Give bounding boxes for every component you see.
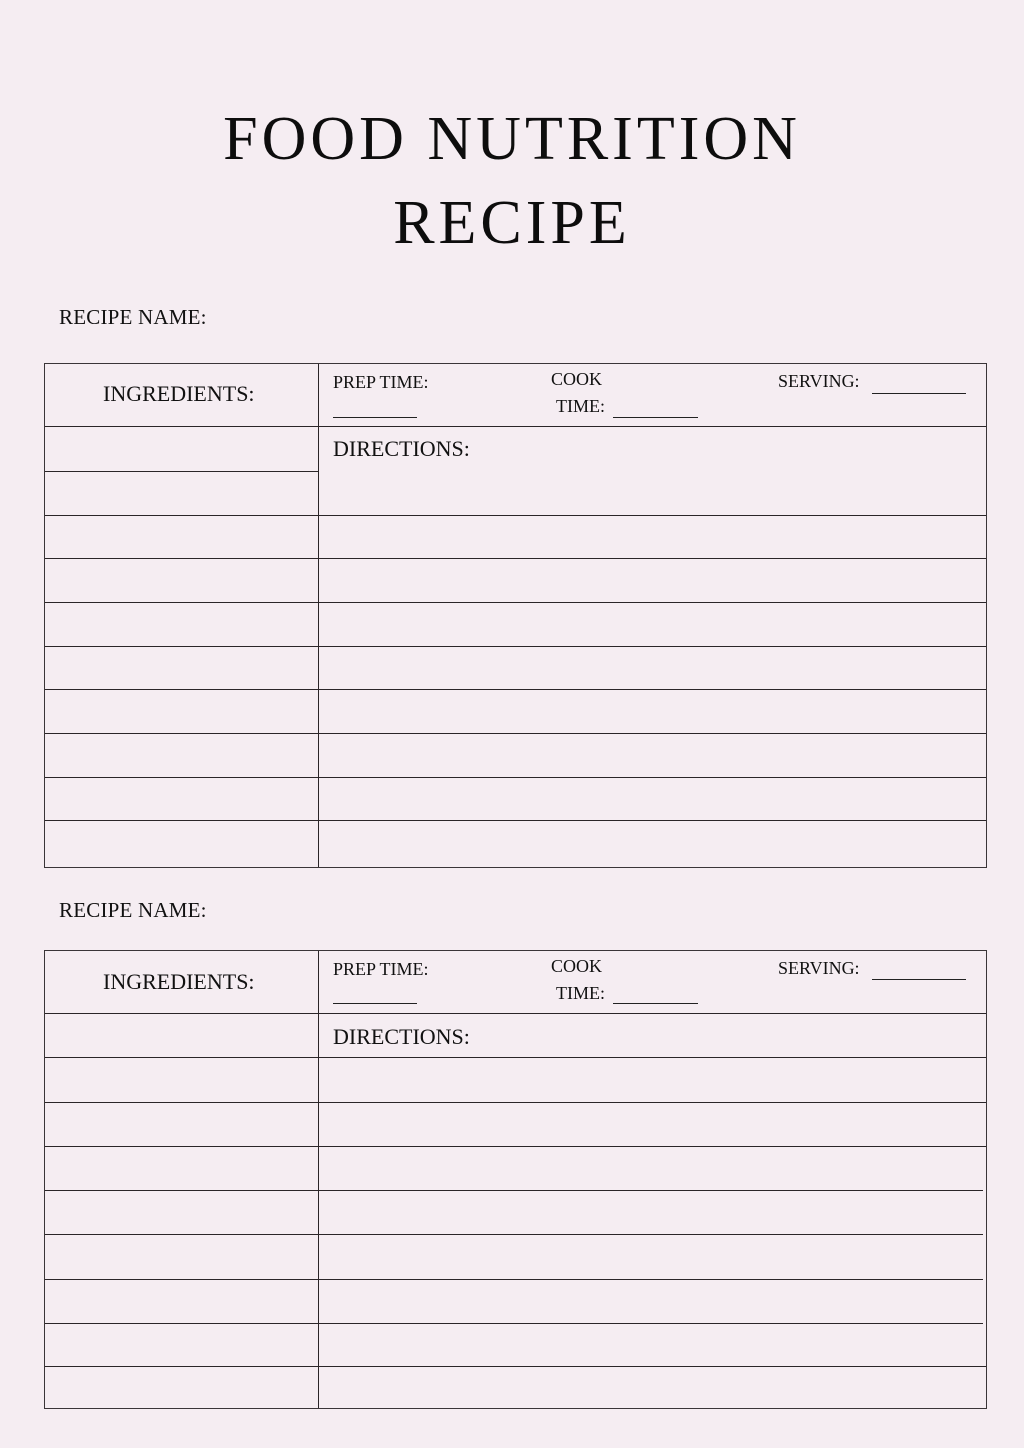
ingredient-cell[interactable] xyxy=(45,1103,318,1146)
direction-cell[interactable] xyxy=(320,647,986,689)
direction-cell[interactable] xyxy=(320,778,986,820)
ingredient-cell[interactable] xyxy=(45,1191,318,1234)
ingredient-cell[interactable] xyxy=(45,647,318,689)
recipe-card-2 xyxy=(44,950,987,1409)
column-divider xyxy=(318,951,319,1408)
direction-cell[interactable] xyxy=(320,516,986,558)
cook-time-field[interactable] xyxy=(613,1003,698,1004)
direction-cell[interactable] xyxy=(320,1191,986,1234)
direction-cell[interactable] xyxy=(320,690,986,733)
ingredient-cell[interactable] xyxy=(45,1147,318,1190)
directions-label: DIRECTIONS: xyxy=(333,436,470,461)
prep-time-label: PREP TIME: xyxy=(333,372,429,392)
ingredient-cell[interactable] xyxy=(45,516,318,558)
direction-cell[interactable] xyxy=(320,1103,986,1146)
ingredients-label: INGREDIENTS: xyxy=(103,969,255,994)
prep-time-label: PREP TIME: xyxy=(333,959,429,979)
ingredient-cell[interactable] xyxy=(45,821,318,866)
direction-cell[interactable] xyxy=(320,1235,986,1279)
direction-cell[interactable] xyxy=(320,1058,986,1102)
cook-time-label: TIME: xyxy=(556,396,605,416)
column-divider xyxy=(318,364,319,867)
direction-cell[interactable] xyxy=(320,1147,986,1190)
direction-cell[interactable] xyxy=(320,1280,986,1323)
recipe-name-label: RECIPE NAME: xyxy=(59,898,207,922)
direction-cell[interactable] xyxy=(320,559,986,602)
ingredient-cell[interactable] xyxy=(45,778,318,820)
ingredient-cell[interactable] xyxy=(45,1324,318,1366)
page-title-line-1: FOOD NUTRITION xyxy=(223,105,801,173)
ingredients-label: INGREDIENTS: xyxy=(103,381,255,406)
direction-cell[interactable] xyxy=(320,734,986,777)
page-title-line-2: RECIPE xyxy=(393,189,631,257)
ingredient-cell[interactable] xyxy=(45,734,318,777)
direction-cell[interactable] xyxy=(320,464,986,515)
ingredient-cell[interactable] xyxy=(45,559,318,602)
ingredient-cell[interactable] xyxy=(45,472,318,515)
ingredient-cell[interactable] xyxy=(45,1058,318,1102)
serving-field[interactable] xyxy=(872,393,966,394)
cook-label: COOK xyxy=(551,956,603,976)
recipe-card-1 xyxy=(44,363,987,868)
ingredient-cell[interactable] xyxy=(45,1014,318,1057)
cook-time-label: TIME: xyxy=(556,983,605,1003)
serving-label: SERVING: xyxy=(778,371,860,391)
direction-cell[interactable] xyxy=(320,821,986,866)
direction-cell[interactable] xyxy=(320,603,986,646)
ingredient-cell[interactable] xyxy=(45,1235,318,1279)
serving-label: SERVING: xyxy=(778,958,860,978)
ingredient-cell[interactable] xyxy=(45,1367,318,1407)
cook-label: COOK xyxy=(551,369,603,389)
prep-time-field[interactable] xyxy=(333,417,417,418)
ingredient-cell[interactable] xyxy=(45,427,318,471)
recipe-name-label: RECIPE NAME: xyxy=(59,305,207,329)
cook-time-field[interactable] xyxy=(613,417,698,418)
ingredient-cell[interactable] xyxy=(45,603,318,646)
ingredient-cell[interactable] xyxy=(45,1280,318,1323)
prep-time-field[interactable] xyxy=(333,1003,417,1004)
direction-cell[interactable] xyxy=(320,1367,986,1407)
directions-label: DIRECTIONS: xyxy=(333,1024,470,1049)
direction-cell[interactable] xyxy=(320,1324,986,1366)
ingredient-cell[interactable] xyxy=(45,690,318,733)
serving-field[interactable] xyxy=(872,979,966,980)
